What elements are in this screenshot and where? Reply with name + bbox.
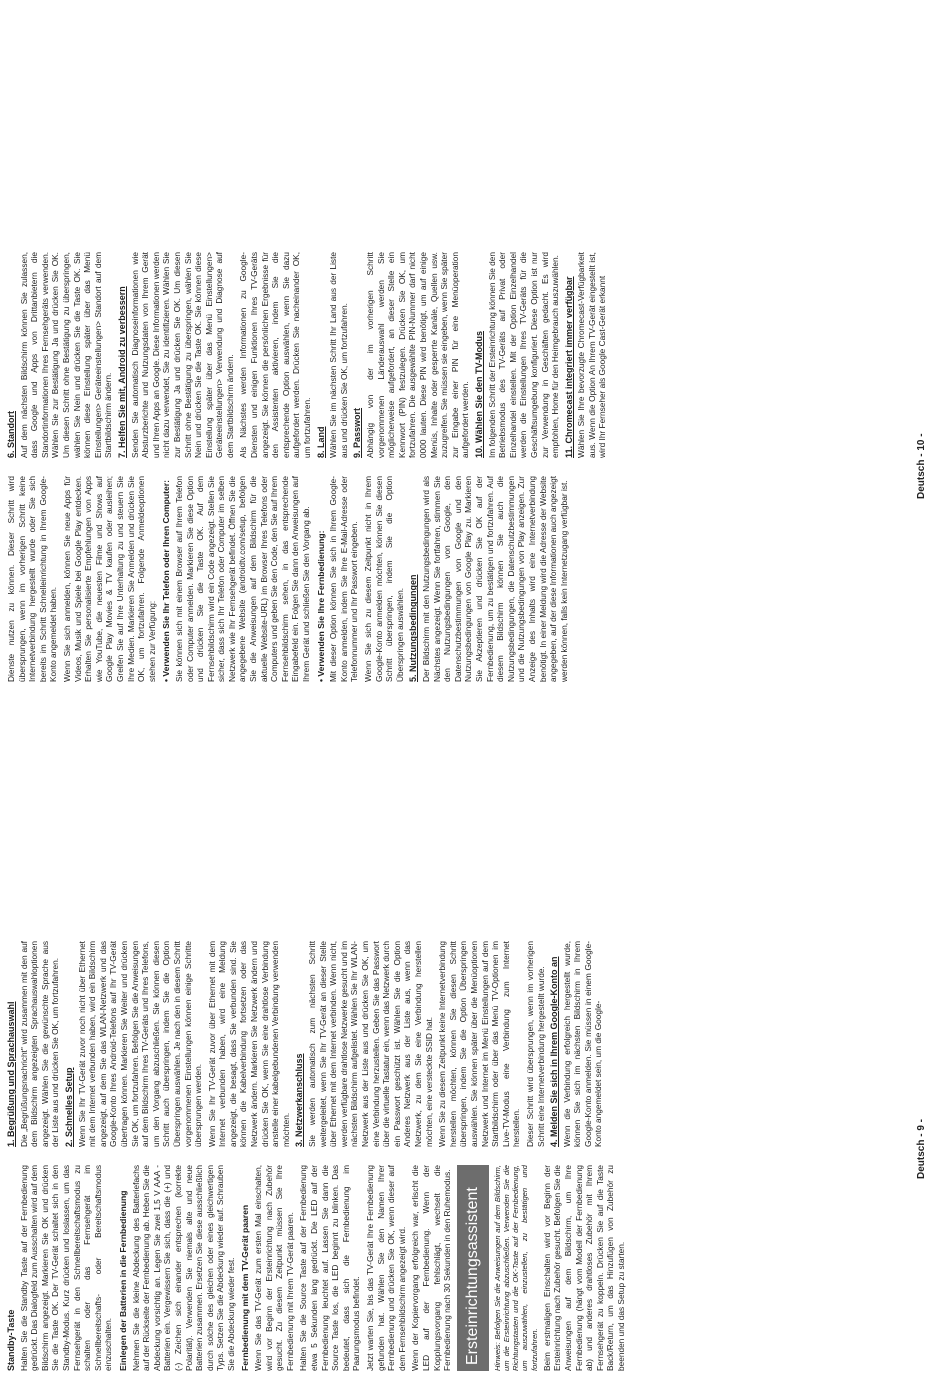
pairing-text-2: Halten Sie die Source Taste auf der Fernbedienung etwa 5 Sekunden lang gedrückt. Die LED auf der Fernbedienung leuchtet auf. Lassen Sie dann die Source Taste los, die LED beginnt zu blinken. Das bedeutet, dass sich die Fernbedienung im Paarungsmodus befindet. xyxy=(298,1165,362,1371)
section-1-text: Die „Begrüßungsnachricht" wird zusammen mit den auf dem Bildschirm angezeigten Sprachauswahloptionen angezeigt. Wählen Sie die gewünschte Sprache aus der Liste aus und drücken Sie OK, um fortzufahren. xyxy=(18,941,61,1147)
section-3-text-a: Sie werden automatisch zum nächsten Schritt weitergeleitet, wenn Sie Ihr TV-Gerät an dieser Stelle über Ethernet mit dem Internet verbinden. Wenn nicht, werden verfügbare drahtlose Netzwerke gesucht und im nächsten Bildschirm aufgelistet. Wählen Sie Ihr WLAN-Netzwerk aus der Liste aus und drücken Sie OK, um eine Verbindung herzustellen. Geben Sie das Passwort über die virtuelle Tastatur ein, wenn das Netzwerk durch ein Passwort geschützt ist. Wählen Sie die Option Anderes Netzwerk aus der Liste aus, wenn das Netzwerk, zu dem Sie eine Verbindung herstellen möchten, eine versteckte SSID hat. xyxy=(307,941,434,1147)
setup-text: Beim erstmaligen Einschalten wird vor Beginn der Ersteinrichtung nach Zubehör gesucht. Befolgen Sie die Anweisungen auf dem Bildschirm, um Ihre Fernbedienung (hängt vom Modell der Fernbedienung ab) und anderes drahtloses Zubehör mit Ihrem Fernsehgerät zu koppeln. Drücken Sie auf die Taste Back/Return, um das Hinzufügen von Zubehör zu beenden und das Setup zu starten. xyxy=(541,1165,626,1371)
signin-intro-text: Wenn Sie sich anmelden, können Sie neue Apps für Videos, Musik und Spiele bei Google Play entdecken. Erhalten Sie personalisierte Empfehlungen von Apps wie YouTube, die neuesten Filme und Shows auf Google Play Movies & TV kaufen oder ausleihen; Greifen Sie auf Ihre Unterhaltung zu und steuern Sie Ihre Medien. Markieren Sie Anmelden und drücken Sie OK, um fortzufahren. Folgende Anmeldeoptionen stehen zur Verfügung: xyxy=(61,476,157,682)
section-9-text: Abhängig von der im vorherigen Schritt vorgenommenen Länderauswahl werden Sie möglicherweise aufgefordert, an dieser Stelle ein Kennwort (PIN) festzulegen. Drücken Sie OK, um fortzufahren. Die ausgewählte PIN-Nummer darf nicht 0000 lauten. Diese PIN wird benötigt, um auf einige Menüs, Inhalte oder gesperrte Kanäle, Quellen usw. zuzugreifen. Sie müssen sie eingeben, wenn Sie später zur Eingabe einer PIN für eine Menüoperation aufgefordert werden. xyxy=(365,252,471,458)
section-3-text-c: Dieser Schritt wird übersprungen, wenn im vorherigen Schritt eine Internetverbindung hergestellt wurde. xyxy=(524,941,546,1147)
section-5-heading: 5. Nutzungsbedingungen xyxy=(408,574,419,682)
section-2-text-b: Wenn Sie Ihr TV-Gerät zuvor über Ethernet mit dem Internet verbunden haben, wird eine Meldung angezeigt, die besagt, dass Sie verbunden sind. Sie können die Kabelverbindung fortsetzen oder das Netzwerk ändern. Markieren Sie Netzwerk ändern und drücken Sie OK, wenn Sie eine drahtlose Verbindung anstelle einer kabelgebundenen Verbindung verwenden möchten. xyxy=(206,941,291,1147)
section-11-heading: 11. Chromecast integriert immer verfügbar xyxy=(563,276,574,458)
pairing-heading: Fernbedienung mit dem TV-Gerät paaren xyxy=(240,1204,251,1371)
signin-option-phone-title: • Verwenden Sie Ihr Telefon oder Ihren Computer: xyxy=(161,480,172,682)
setup-wizard-banner: Ersteinrichtungsassistent xyxy=(457,1165,489,1371)
google-services-text: Dienste nutzen zu können. Dieser Schritt wird übersprungen, wenn im vorherigen Schritt keine Internetverbindung hergestellt wurde oder Sie sich bereits im Schritt Schnelleinrichtung in Ihrem Google-Konto angemeldet haben. xyxy=(6,476,59,682)
section-10-heading: 10. Wählen Sie den TV-Modus xyxy=(473,330,484,458)
section-3-heading: 3. Netzwerkanschluss xyxy=(294,1053,305,1147)
standby-heading: Standby-Taste xyxy=(6,1309,16,1371)
signin-option-remote-text: Mit dieser Option können Sie sich in Ihrem Google-Konto anmelden, indem Sie Ihre E-Mail-Adresse oder Telefonnummer und Ihr Passwort eingeben. xyxy=(328,476,360,682)
left-page-column-2 xyxy=(6,941,914,1147)
section-1-heading: 1. Begrüßung und Sprachauswahl xyxy=(6,1001,16,1147)
section-4-text: Wenn die Verbindung erfolgreich hergestellt wurde, können Sie sich im nächsten Bildschirm in Ihrem Google-Konto anmelden. Sie müssen in einem Google-Konto angemeldet sein, um die Google- xyxy=(561,941,604,1147)
pairing-text-4: Wenn der Kopiervorgang erfolgreich war, erlischt die LED auf der Fernbedienung. Wenn der Kopplungsvorgang fehlschlägt, wechselt die Fernbedienung nach 30 Sekunden in den Ruhemodus. xyxy=(410,1165,453,1371)
section-9-heading: 9. Passwort xyxy=(352,407,363,458)
section-6-heading: 6. Standort xyxy=(6,410,16,458)
section-2-heading: 2. Schnelles Setup xyxy=(63,1067,74,1147)
setup-note: Hinweis: Befolgen Sie die Anweisungen auf dem Bildschirm, um die Ersteinrichtung abzuschließen. Verwenden Sie die Richtungstasten und die OK-Taste auf der Fernbedienung, um auszuwählen, einzustellen, zu bestätigen und fortzufahren. xyxy=(492,1165,539,1371)
right-page-column-2 xyxy=(6,252,914,458)
section-3-text-b: Wenn Sie zu diesem Zeitpunkt keine Internetverbindung herstellen möchten, können Sie diesen Schritt überspringen, indem Sie die Option Überspringen auswählen. Sie können später über die Menüoptionen Netzwerk und Internet im Menü Einstellungen auf dem Startbildschirm oder über das Menü TV-Optionen im Live-TV-Modus eine Verbindung zum Internet herstellen. xyxy=(437,941,522,1147)
signin-skip-text: Wenn Sie sich zu diesem Zeitpunkt nicht in Ihrem Google-Konto anmelden möchten, können Sie diesen Schritt überspringen, indem Sie die Option Überspringen auswählen. xyxy=(363,476,405,682)
section-7-heading: 7. Helfen Sie mit, Android zu verbessern xyxy=(116,286,127,458)
batteries-text: Nehmen Sie die kleine Abdeckung des Batteriefachs auf der Rückseite der Fernbedienung ab. Heben Sie die Abdeckung vorsichtig an. Legen Sie zwei 1,5 V AAA - Batterien ein. Vergewissern Sie sich, dass die (+) und (-) Zeichen sich einander entsprechen (korrekte Polarität). Verwenden Sie niemals alte und neue Batterien zusammen. Ersetzen Sie diese ausschließlich durch solche des gleichen oder eines gleichwertigen Typs. Setzen Sie die Abdeckung wieder auf. Schrauben Sie die Abdeckung wieder fest. xyxy=(130,1165,236,1371)
left-page-column-1 xyxy=(6,1165,914,1371)
section-2-text-a: Wenn Sie Ihr TV-Gerät zuvor noch nicht über Ethernet mit dem Internet verbunden haben, wird ein Bildschirm angezeigt, auf dem Sie das WLAN-Netzwerk und das Google-Konto Ihres Android-Telefons auf Ihr TV-Gerät übertragen können. Markieren Sie Weiter und drücken Sie OK, um fortzufahren. Befolgen Sie die Anweisungen auf dem Bildschirm Ihres TV-Geräts und Ihres Telefons, um den Vorgang abzuschließen. Sie können diesen Schritt auch überspringen, indem Sie die Option Überspringen auswählen. Je nach den in diesem Schritt vorgenommenen Einstellungen können einige Schritte übersprungen werden. xyxy=(76,941,204,1147)
section-8-text: Wählen Sie im nächsten Schritt Ihr Land aus der Liste aus und drücken Sie OK, um fortzufahren. xyxy=(328,252,349,458)
section-7-text-a: Senden Sie automatisch Diagnoseinformationen wie Absturzberichte und Nutzungsdaten von Ihrem Gerät und Ihren Apps an Google. Diese Informationen werden nicht dazu verwendet, Sie zu identifizieren. Wählen Sie zur Bestätigung Ja und drücken Sie OK. Um diesen Schritt ohne Bestätigung zu überspringen, wählen Sie Nein und drücken Sie die Taste OK. Sie können diese Einstellung später über das Menü Einstellungen> Geräteeinstellungen> Verwendung und Diagnose auf dem Startbildschirm ändern. xyxy=(129,252,235,458)
signin-option-remote-title: • Verwenden Sie Ihre Fernbedienung: xyxy=(315,530,326,682)
section-11-text: Wählen Sie Ihre bevorzugte Chromecast-Verfügbarkeit aus. Wenn die Option An Ihrem TV-Gerät eingestellt ist, wird Ihr Fernseher als Google Cast-Gerät erkannt xyxy=(576,252,608,458)
section-4-heading: 4. Melden Sie sich in Ihrem Google-Konto an xyxy=(549,956,560,1147)
signin-option-phone-text: Sie können sich mit einem Browser auf Ihrem Telefon oder Computer anmelden. Markieren Sie diese Option und drücken Sie die Taste OK. Auf dem Fernsehbildschirm wird ein Code angezeigt. Stellen Sie sicher, dass sich Ihr Telefon oder Computer im selben Netzwerk wie Ihr Fernsehgerät befindet. Öffnen Sie die angegebene Website (androidtv.com/setup, befolgen Sie die Anweisungen auf dem Bildschirm für die aktuelle Website-URL) im Browser Ihres Telefons oder Computers und geben Sie den Code, den Sie auf Ihrem Fernsehbildschirm sehen, in das entsprechende Eingabefeld ein. Folgen Sie dann den Anweisungen auf Ihrem Gerät und schließen Sie den Vorgang ab. xyxy=(173,476,312,682)
section-10-text: Im folgenden Schritt der Ersteinrichtung können Sie den Betriebsmodus des TV-Geräts auf Privat oder Einzelhandel einstellen. Mit der Option Einzelhandel werden die Einstellungen Ihres TV-Geräts für die Geschäftsumgebung konfiguriert. Diese Option ist nur zur Verwendung in Geschäften gedacht. Es wird empfohlen, Home für den Heimgebrauch auszuwählen. xyxy=(486,252,561,458)
pairing-text-3: Jetzt warten Sie, bis das TV-Gerät Ihre Fernbedienung gefunden hat. Wählen Sie den Namen Ihrer Fernbedienung und drücken Sie OK, wenn dieser auf dem Fernsehbildschirm angezeigt wird. xyxy=(365,1165,407,1371)
right-page-column-1 xyxy=(6,476,914,682)
batteries-heading: Einlegen der Batterien in die Fernbedienung xyxy=(117,1190,128,1371)
section-6-text: Auf dem nächsten Bildschirm können Sie zulassen, dass Google und Apps von Drittanbietern die Standortinformationen Ihres Fernsehgeräts verwenden. Wählen Sie zur Bestätigung Ja und drücken Sie OK. Um diesen Schritt ohne Bestätigung zu überspringen, wählen Sie Nein und drücken Sie die Taste OK. Sie können diese Einstellung später über das Menü Einstellungen> Geräteeinstellungen> Standort auf dem Startbildschirm ändern. xyxy=(18,252,114,458)
page-number-left: Deutsch - 9 - xyxy=(916,1118,927,1179)
section-8-heading: 8. Land xyxy=(315,426,326,458)
pairing-text-1: Wenn Sie das TV-Gerät zum ersten Mal einschalten, wird vor Beginn der Ersteinrichtung nach Zubehör gesucht. Zu diesem Zeitpunkt müssen Sie Ihre Fernbedienung mit Ihrem TV-Gerät paaren. xyxy=(253,1165,295,1371)
page-number-right: Deutsch - 10 - xyxy=(916,433,927,499)
standby-text: Halten Sie die Standby Taste auf der Fernbedienung gedrückt. Das Dialogfeld zum Ausschalten wird auf dem Bildschirm angezeigt. Markieren Sie OK und drücken Sie die Taste OK. Der TV-Gerät schaltet sich in den Standby-Modus. Kurz drücken und loslassen, um das Fernsehgerät in den Schnellbereitschaftsmodus zu schalten oder das Fernsehgerät im Schnellbereitschafts- oder Bereitschaftsmodus einzuschalten. xyxy=(18,1165,114,1371)
section-7-text-b: Als Nächstes werden Informationen zu Google-Diensten und einigen Funktionen Ihres TV-Geräts angezeigt. Sie können die persönlichen Ergebnisse für den Assistenten aktivieren, indem Sie die entsprechende Option auswählen, wenn Sie dazu aufgefordert werden. Drücken Sie nacheinander OK, um fortzufahren. xyxy=(238,252,313,458)
section-5-text: Der Bildschirm mit den Nutzungsbedingungen wird als Nächstes angezeigt. Wenn Sie fortfahren, stimmen Sie den Nutzungsbedingungen von Google, den Datenschutzbestimmungen von Google und den Nutzungsbedingungen von Google Play zu. Markieren Sie Akzeptieren und drücken Sie OK auf der Fernbedienung, um zu bestätigen und fortzufahren. Auf diesem Bildschirm können Sie auch die Nutzungsbedingungen, die Datenschutzbestimmungen und die Nutzungsbedingungen von Play anzeigen. Zur Anzeige des Inhalts wird eine Internetverbindung benötigt. In einer Meldung wird die Adresse der Website angegeben, auf der diese Informationen auch angezeigt werden können, falls kein Internetzugang verfügbar ist. xyxy=(420,476,569,682)
